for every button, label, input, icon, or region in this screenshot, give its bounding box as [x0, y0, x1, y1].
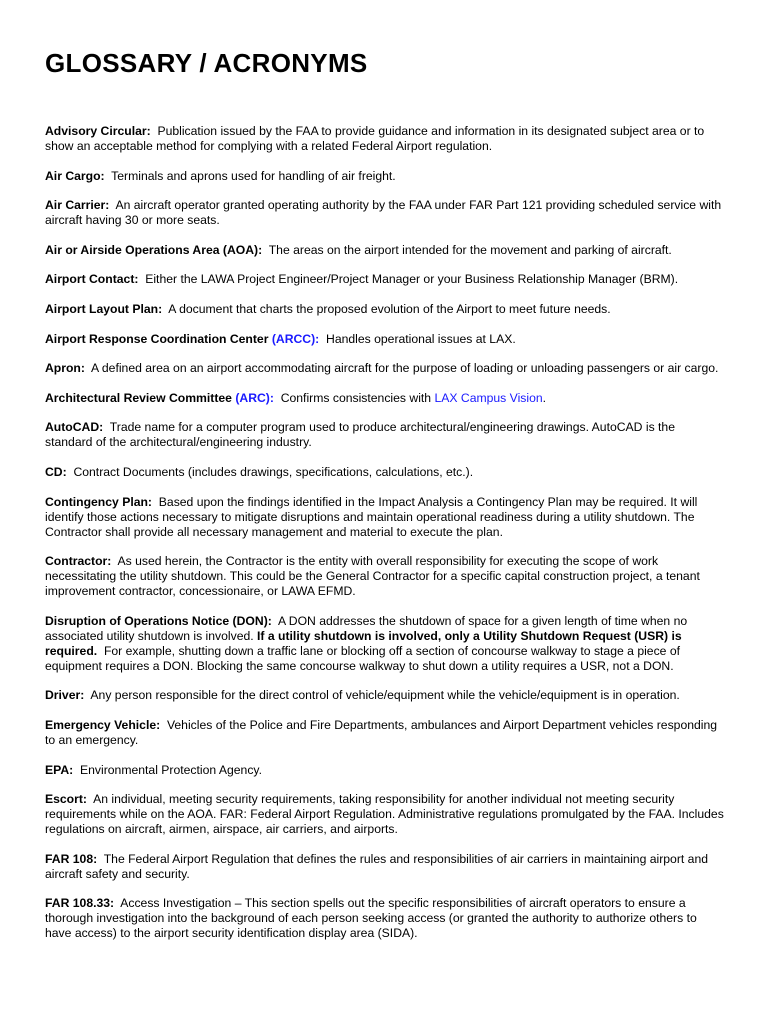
glossary-entry [45, 302, 725, 317]
glossary-entry [45, 495, 725, 540]
glossary-term: Air or Airside Operations Area (AOA): [45, 242, 263, 257]
glossary-definition: The Federal Airport Regulation that defines the rules and responsibilities of air carriers in maintaining airport and aircraft safety and security. [45, 851, 708, 881]
glossary-term: Escort: [45, 792, 87, 807]
glossary-definition: Any person responsible for the direct control of vehicle/equipment while the vehicle/equipment is in operation. [90, 688, 680, 703]
glossary-term: AutoCAD: [45, 420, 104, 435]
glossary-term: Airport Contact: [45, 272, 139, 287]
glossary-entry [45, 361, 725, 376]
glossary-term: Advisory Circular: [45, 124, 151, 138]
glossary-definition: A DON addresses the shutdown of space for a given length of time when no associated utility shutdown is involved. [45, 613, 688, 643]
glossary-definition: Vehicles of the Police and Fire Departments, ambulances and Airport Department vehicles responding to an emergency. [45, 717, 718, 747]
glossary-term: EPA: [45, 762, 74, 777]
glossary-definition-continued: For example, shutting down a traffic lane or blocking off a section of concourse walkway to stage a piece of equipment requires a DON. Blocking the same concourse walkway to shut down a utility requires a USR, not a DON. [45, 643, 681, 673]
glossary-term: Contingency Plan: [45, 494, 152, 509]
glossary-term: CD: [45, 464, 67, 479]
glossary-entry [45, 896, 725, 941]
glossary-definition: Environmental Protection Agency. [80, 762, 263, 777]
glossary-entry [45, 332, 725, 347]
glossary-term: Apron: [45, 361, 85, 376]
glossary-definition: Trade name for a computer program used to produce architectural/engineering drawings. AutoCAD is the standard of the architectural/engineering industry. [45, 420, 675, 450]
glossary-definition: Confirms consistencies with [280, 390, 432, 405]
glossary-term: Air Carrier: [45, 198, 110, 213]
glossary-term: Airport Response Coordination Center [45, 331, 269, 346]
glossary-entry [45, 614, 725, 674]
glossary-term-acronym: (ARCC) [271, 331, 316, 346]
glossary-definition: Contract Documents (includes drawings, specifications, calculations, etc.). [73, 464, 474, 479]
glossary-entry [45, 169, 725, 184]
glossary-definition: A document that charts the proposed evolution of the Airport to meet future needs. [168, 301, 611, 316]
glossary-term: Architectural Review Committee [45, 390, 232, 405]
glossary-entry [45, 688, 725, 703]
glossary-entry [45, 243, 725, 258]
glossary-definition: Either the LAWA Project Engineer/Project Manager or your Business Relationship Manager (BRM). [145, 272, 679, 287]
glossary-entry [45, 465, 725, 480]
glossary-term: FAR 108: [45, 851, 98, 866]
glossary-entry [45, 718, 725, 748]
glossary-entry [45, 792, 725, 837]
glossary-entry [45, 124, 725, 154]
glossary-definition: An aircraft operator granted operating authority by the FAA under FAR Part 121 providing scheduled service with aircraft having 30 or more seats. [45, 198, 722, 228]
glossary-term: Air Cargo: [45, 168, 105, 183]
glossary-entry [45, 420, 725, 450]
glossary-term: Airport Layout Plan: [45, 301, 163, 316]
glossary-term: Contractor: [45, 554, 112, 569]
glossary-entry [45, 554, 725, 599]
glossary-definition: As used herein, the Contractor is the entity with overall responsibility for executing the scope of work necessitating the utility shutdown. This could be the General Contractor for a specific capital construction project, a tenant improvement contractor, concessionaire, or LAWA EFMD. [45, 554, 700, 599]
glossary-term: Emergency Vehicle: [45, 717, 161, 732]
glossary-definition: A defined area on an airport accommodating aircraft for the purpose of loading or unloading passengers or air cargo. [91, 361, 719, 376]
glossary-definition: Publication issued by the FAA to provide guidance and information in its designated subject area or to show an acceptable method for complying with a related Federal Airport regulation. [45, 124, 705, 153]
glossary-entry [45, 391, 725, 406]
glossary-term: Driver: [45, 688, 85, 703]
glossary-definition-continued: . [542, 390, 547, 405]
glossary-term-colon: : [269, 390, 274, 405]
glossary-entry [45, 198, 725, 228]
glossary-definition: Terminals and aprons used for handling of air freight. [111, 168, 396, 183]
glossary-definition: The areas on the airport intended for the movement and parking of aircraft. [268, 242, 672, 257]
glossary-definition: Access Investigation – This section spells out the specific responsibilities of aircraft operators to ensure a thorough investigation into the background of each person seeking access (or granted the authority to authorize others to have access) to the airport security identification display area (SIDA). [45, 896, 697, 941]
glossary-entry [45, 763, 725, 778]
glossary-term-acronym: (ARC) [235, 390, 270, 405]
page-title: GLOSSARY / ACRONYMS [45, 48, 368, 78]
glossary-emphasis: If a utility shutdown is involved, only a Utility Shutdown Request (USR) is required. [45, 628, 682, 658]
glossary-term-colon: : [315, 331, 320, 346]
glossary-entry [45, 272, 725, 287]
glossary-entry [45, 852, 725, 882]
glossary-term: Disruption of Operations Notice (DON): [45, 613, 272, 628]
lax-campus-vision-link[interactable]: LAX Campus Vision [434, 390, 543, 405]
glossary-definition: Based upon the findings identified in the Impact Analysis a Contingency Plan may be required. It will identify those actions necessary to mitigate disruptions and maintain operational readiness during a utility shutdown. The Contractor shall provide all necessary management and material to execute the plan. [45, 494, 698, 539]
glossary-list [45, 124, 725, 956]
glossary-definition: Handles operational issues at LAX. [326, 331, 516, 346]
glossary-term: FAR 108.33: [45, 896, 115, 911]
glossary-definition: An individual, meeting security requirements, taking responsibility for another individual not meeting security requirements while on the AOA. FAR: Federal Airport Regulation. Administrative regulations promulgated by the FAA. Includes regulations on aircraft, airmen, airspace, air carriers, and airports. [45, 792, 724, 837]
